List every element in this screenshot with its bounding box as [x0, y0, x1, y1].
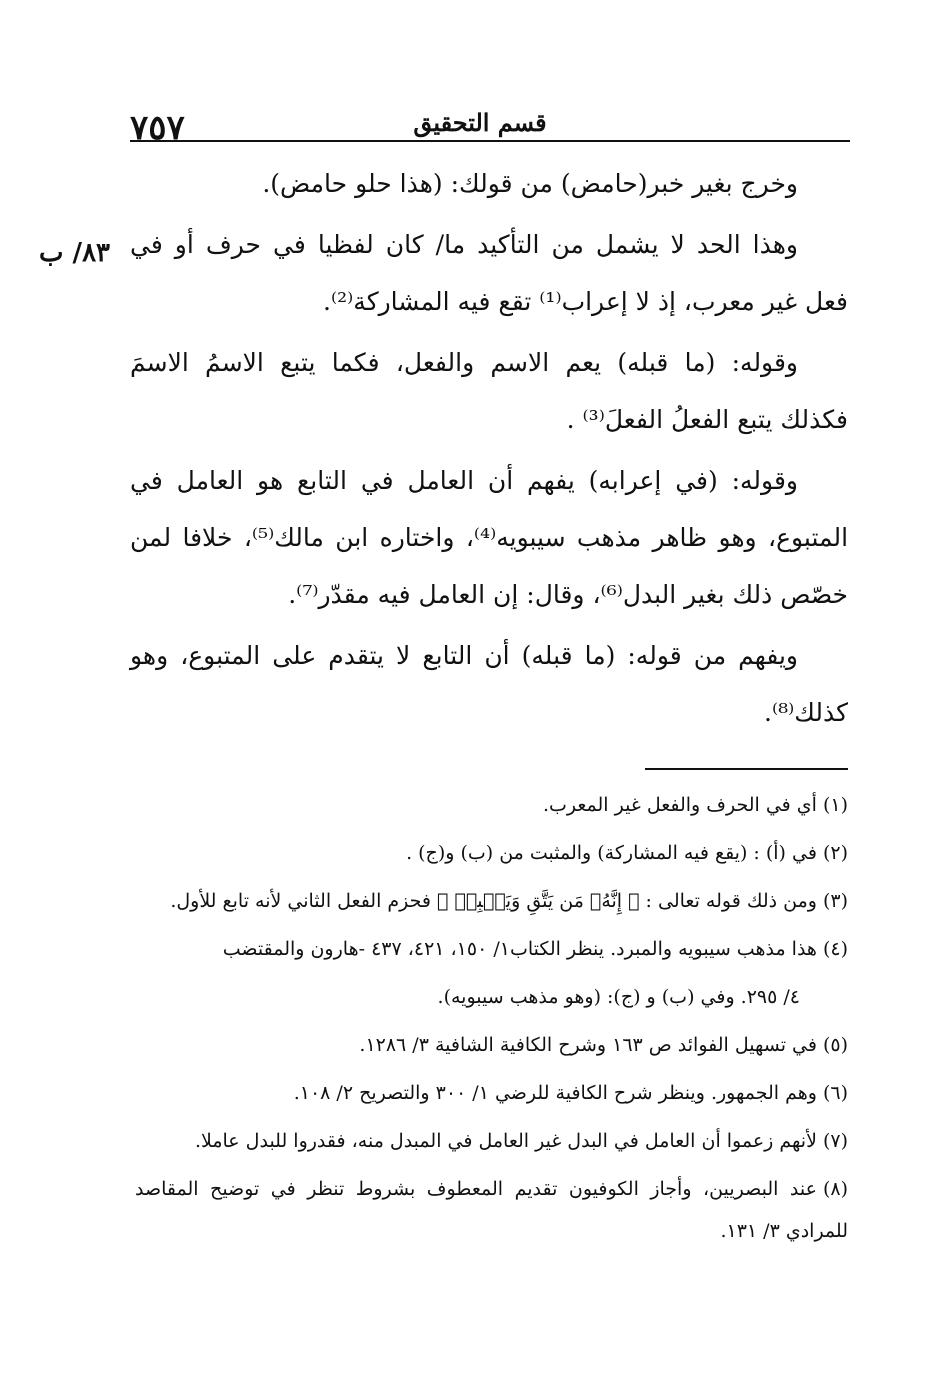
footnote-number: (٨) [822, 1178, 848, 1200]
section-title: قسم التحقيق [413, 108, 547, 137]
footnote-text: أي في الحرف والفعل غير المعرب. [542, 794, 817, 816]
header-rule [130, 140, 850, 142]
footnote [135, 784, 848, 826]
footnote [135, 928, 848, 970]
footnote [135, 1120, 848, 1162]
footnote [135, 1024, 848, 1066]
footnote-number: (٥) [822, 1034, 848, 1056]
footnote-text: لأنهم زعموا أن العامل في البدل غير العامل في المبدل منه، فقدروا للبدل عاملا. [194, 1130, 817, 1152]
page-number: ٧٥٧ [130, 108, 185, 148]
footnote [135, 1168, 848, 1252]
footnote-text: في (أ) : (يقع فيه المشاركة) والمثبت من (ب) و(ج) . [406, 842, 817, 864]
body-text [130, 155, 848, 745]
footnote [135, 1072, 848, 1114]
footnotes [135, 784, 848, 1258]
paragraph: وقوله: (في إعرابه) يفهم أن العامل في التابع هو العامل في المتبوع، وهو ظاهر مذهب سيبويه⁽⁴⁾، واختاره ابن مالك⁽⁵⁾، خلافا لمن خصّص ذلك بغير البدل⁽⁶⁾، وقال: إن العامل فيه مقدّر⁽⁷⁾. [130, 466, 849, 609]
footnote-text: ومن ذلك قوله تعالى : ﴿ إِنَّهُۥ مَن يَتَّقِ وَيَصۡبِرۡ ﴾ فحزم الفعل الثاني لأنه تابع للأول. [170, 890, 817, 912]
footnote-number: (٧) [822, 1130, 848, 1152]
paragraph: وهذا الحد لا يشمل من التأكيد ما/ كان لفظيا في حرف أو في فعل غير معرب، إذ لا إعراب⁽¹⁾ تقع فيه المشاركة⁽²⁾. [130, 230, 848, 316]
footnote-number: (٤) [822, 938, 848, 960]
footnote-text: في تسهيل الفوائد ص ١٦٣ وشرح الكافية الشافية ٣/ ١٢٨٦. [359, 1034, 817, 1056]
footnote [135, 880, 848, 922]
folio-marker: ٨٣/ ب [39, 238, 110, 268]
paragraph: وخرج بغير خبر(حامض) من قولك: (هذا حلو حامض). [262, 169, 798, 198]
footnote-rule [645, 768, 848, 770]
paragraph: وقوله: (ما قبله) يعم الاسم والفعل، فكما يتبع الاسمُ الاسمَ فكذلك يتبع الفعلُ الفعلَ⁽³⁾ . [130, 348, 848, 434]
footnote-text: وهم الجمهور. وينظر شرح الكافية للرضي ١/ ٣٠٠ والتصريح ٢/ ١٠٨. [293, 1082, 817, 1104]
footnote-text: ٤/ ٢٩٥. وفي (ب) و (ج): (وهو مذهب سيبويه). [437, 986, 800, 1008]
footnote-text: هذا مذهب سيبويه والمبرد. ينظر الكتاب١/ ١٥٠، ٤٢١، ٤٣٧ -هارون والمقتضب [222, 938, 817, 960]
footnote-text: عند البصريين، وأجاز الكوفيون تقديم المعطوف بشروط تنظر في توضيح المقاصد للمرادي ٣/ ١٣١. [135, 1178, 848, 1242]
paragraph: ويفهم من قوله: (ما قبله) أن التابع لا يتقدم على المتبوع، وهو كذلك⁽⁸⁾. [130, 641, 848, 727]
footnote-number: (٣) [822, 890, 848, 912]
footnote-number: (١) [822, 794, 848, 816]
footnote [135, 832, 848, 874]
footnote-number: (٦) [822, 1082, 848, 1104]
footnote-number: (٢) [822, 842, 848, 864]
footnote-continuation [135, 976, 848, 1018]
